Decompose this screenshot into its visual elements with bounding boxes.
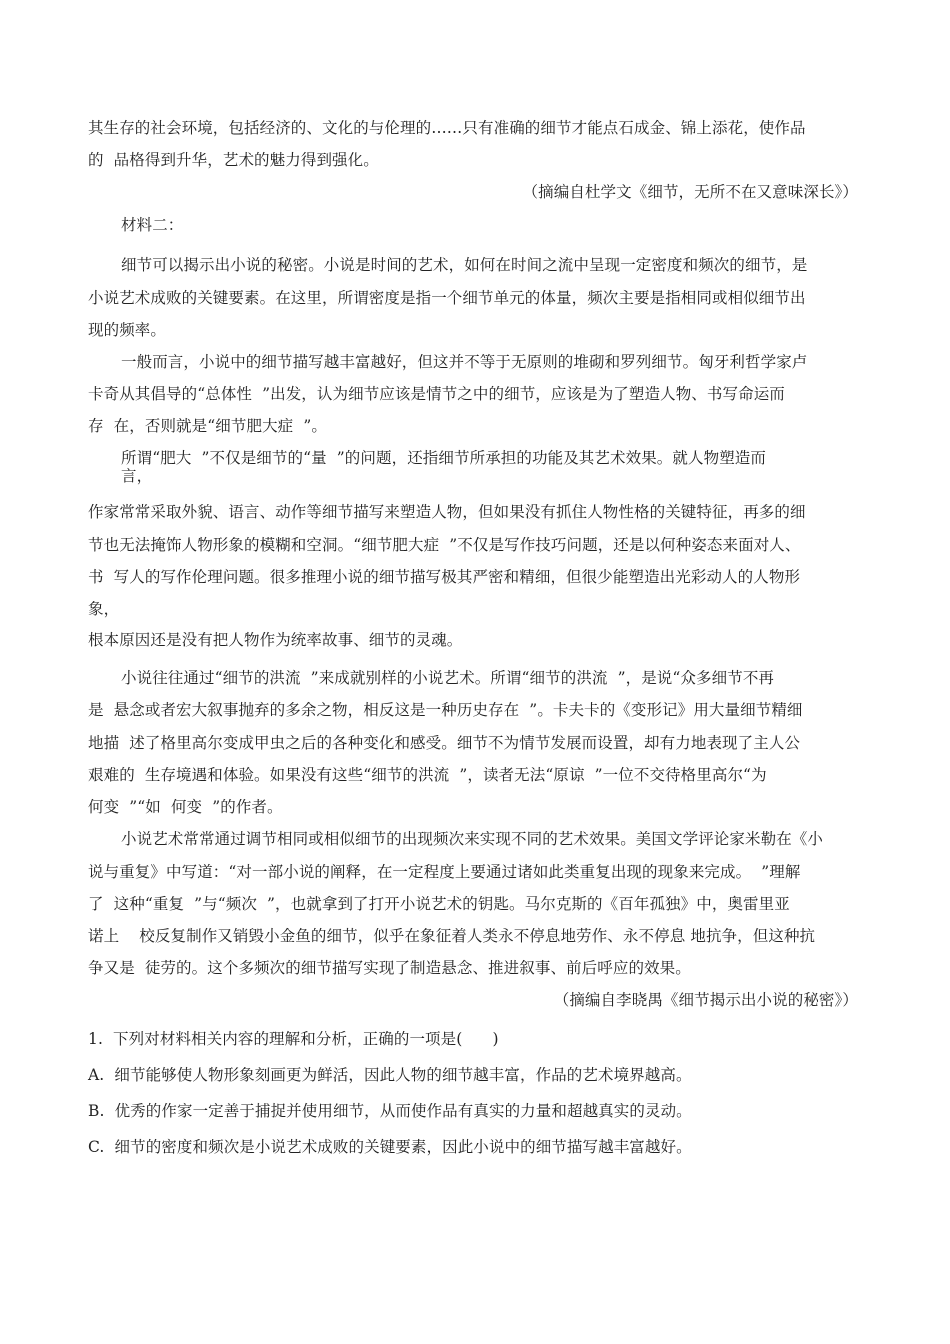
text-line: 争又是 徒劳的。这个多频次的细节描写实现了制造悬念、推进叙事、前后呼应的效果。 bbox=[88, 959, 691, 977]
text-line: 言， bbox=[121, 467, 153, 485]
text-line: 存 在，否则就是“细节肥大症 ”。 bbox=[88, 417, 327, 435]
text-line: 节也无法掩饰人物形象的模糊和空洞。“细节肥大症 ”不仅是写作技巧问题，还是以何种姿态来面对人、 bbox=[88, 536, 801, 554]
text-line: 地描 述了格里高尔变成甲虫之后的各种变化和感受。细节不为情节发展而设置，却有力地表现了主人公 bbox=[88, 734, 801, 752]
answer-option-a[interactable]: A. 细节能够使人物形象刻画更为鲜活，因此人物的细节越丰富，作品的艺术境界越高。 bbox=[88, 1066, 692, 1084]
answer-option-b[interactable]: B. 优秀的作家一定善于捕捉并使用细节，从而使作品有真实的力量和超越真实的灵动。 bbox=[88, 1102, 692, 1120]
question-stem: 1. 下列对材料相关内容的理解和分析，正确的一项是( ) bbox=[88, 1030, 499, 1048]
text-line: 根本原因还是没有把人物作为统率故事、细节的灵魂。 bbox=[88, 631, 463, 649]
text-line: 卡奇从其倡导的“总体性 ”出发，认为细节应该是情节之中的细节，应该是为了塑造人物、书写命运而 bbox=[88, 385, 785, 403]
source-citation: （摘编自杜学文《细节，无所不在又意味深长》） bbox=[522, 183, 858, 201]
text-line: 是 悬念或者宏大叙事抛弃的多余之物，相反这是一种历史存在 ”。卡夫卡的《变形记》用大量细节精细 bbox=[88, 701, 803, 719]
text-line: 诺上 校反复制作又销毁小金鱼的细节，似乎在象征着人类永不停息地劳作、永不停息 地抗争，但这种抗 bbox=[88, 927, 816, 945]
section-heading: 材料二： bbox=[121, 216, 184, 234]
text-line: 所谓“肥大 ”不仅是细节的“量 ”的问题，还指细节所承担的功能及其艺术效果。就人物塑造而 bbox=[121, 449, 767, 467]
answer-option-c[interactable]: C. 细节的密度和频次是小说艺术成败的关键要素，因此小说中的细节描写越丰富越好。 bbox=[88, 1138, 692, 1156]
text-line: 作家常常采取外貌、语言、动作等细节描写来塑造人物，但如果没有抓住人物性格的关键特征，再多的细 bbox=[88, 503, 806, 521]
text-line: 艰难的 生存境遇和体验。如果没有这些“细节的洪流 ”，读者无法“原谅 ”一位不交待格里高尔“为 bbox=[88, 766, 767, 784]
text-line: 何变 ”“如 何变 ”的作者。 bbox=[88, 798, 283, 816]
text-line: 的 品格得到升华，艺术的魅力得到强化。 bbox=[88, 151, 379, 169]
source-citation: （摘编自李晓禺《细节揭示出小说的秘密》） bbox=[553, 991, 858, 1009]
text-line: 说与重复》中写道：“对一部小说的阐释，在一定程度上要通过诸如此类重复出现的现象来完成。 ”理解 bbox=[88, 863, 801, 881]
text-line: 了 这种“重复 ”与“频次 ”，也就拿到了打开小说艺术的钥匙。马尔克斯的《百年孤独》中，奥雷里亚 bbox=[88, 895, 790, 913]
text-line: 书 写人的写作伦理问题。很多推理小说的细节描写极其严密和精细，但很少能塑造出光彩动人的人物形 bbox=[88, 568, 801, 586]
text-line: 细节可以揭示出小说的秘密。小说是时间的艺术，如何在时间之流中呈现一定密度和频次的细节，是 bbox=[121, 256, 808, 274]
text-line: 象， bbox=[88, 600, 120, 618]
text-line: 小说艺术常常通过调节相同或相似细节的出现频次来实现不同的艺术效果。美国文学评论家米勒在《小 bbox=[121, 830, 824, 848]
text-line: 其生存的社会环境，包括经济的、文化的与伦理的……只有准确的细节才能点石成金、锦上添花，使作品 bbox=[88, 119, 806, 137]
text-line: 一般而言，小说中的细节描写越丰富越好，但这并不等于无原则的堆砌和罗列细节。匈牙利哲学家卢 bbox=[121, 353, 808, 371]
text-line: 现的频率。 bbox=[88, 321, 167, 339]
text-line: 小说艺术成败的关键要素。在这里，所谓密度是指一个细节单元的体量，频次主要是指相同或相似细节出 bbox=[88, 289, 806, 307]
text-line: 小说往往通过“细节的洪流 ”来成就别样的小说艺术。所谓“细节的洪流 ”，是说“众多细节不再 bbox=[121, 669, 775, 687]
